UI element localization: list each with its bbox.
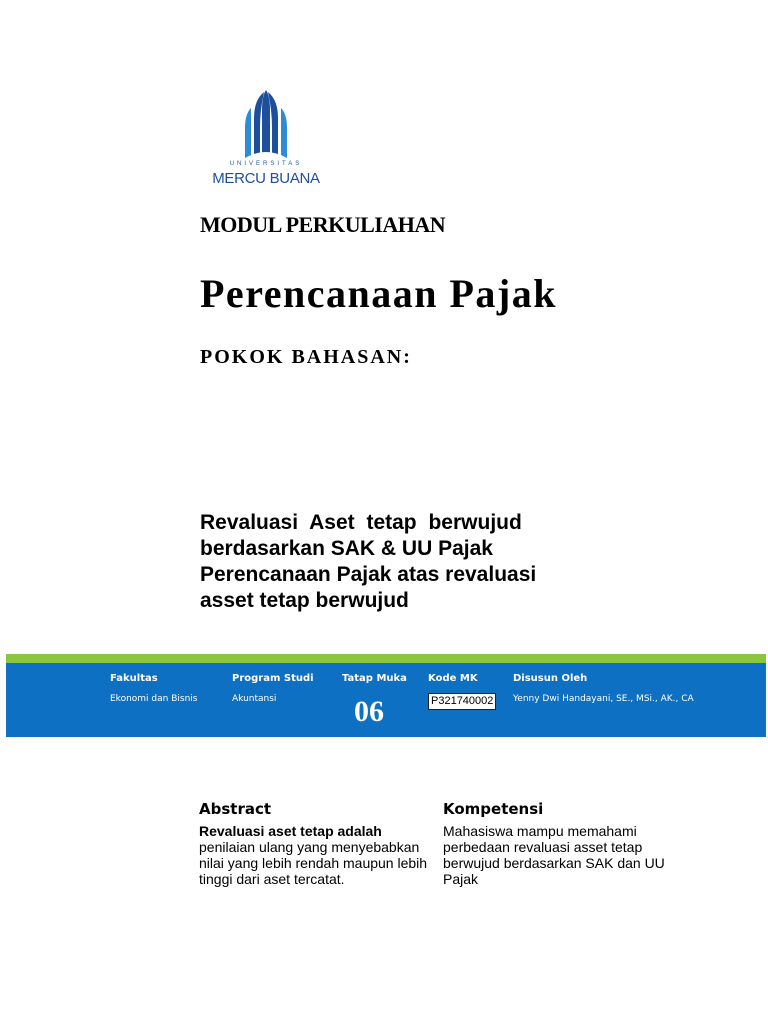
disusun-oleh-label: Disusun Oleh xyxy=(513,673,588,684)
abstract-heading: Abstract xyxy=(199,800,272,818)
abstract-lead: Revaluasi aset tetap adalah xyxy=(199,823,382,839)
fakultas-value: Ekonomi dan Bisnis xyxy=(110,694,198,704)
abstract-text xyxy=(199,823,429,887)
course-title: Perencanaan Pajak xyxy=(200,271,557,316)
topic-line: Revaluasi Aset tetap berwujud xyxy=(200,511,522,534)
topic-line: berdasarkan SAK & UU Pajak xyxy=(200,537,493,560)
prodi-value: Akuntansi xyxy=(232,694,277,704)
green-stripe xyxy=(6,654,766,663)
prodi-label: Program Studi xyxy=(232,673,314,684)
kompetensi-heading: Kompetensi xyxy=(443,800,544,818)
tatap-muka-value: 06 xyxy=(354,695,384,728)
fakultas-label: Fakultas xyxy=(110,673,158,684)
kompetensi-text: Mahasiswa mampu memahami perbedaan revaluasi asset tetap berwujud berdasarkan SAK dan UU Pajak xyxy=(443,823,665,887)
logo-university-name: MERCU BUANA xyxy=(212,170,320,187)
abstract-body: penilaian ulang yang menyebabkan nilai yang lebih rendah maupun lebih tinggi dari aset tercatat. xyxy=(199,839,428,887)
topic-block xyxy=(200,510,620,614)
tatap-muka-label: Tatap Muka xyxy=(342,673,407,684)
university-logo xyxy=(198,88,334,192)
mercu-buana-emblem-icon xyxy=(198,88,334,160)
topic-line: asset tetap berwujud xyxy=(200,589,409,612)
disusun-oleh-value: Yenny Dwi Handayani, SE., MSi., AK., CA xyxy=(513,694,694,704)
kode-mk-value: P321740002 xyxy=(428,693,496,710)
kode-mk-label: Kode MK xyxy=(428,673,478,684)
pokok-bahasan-label: POKOK BAHASAN: xyxy=(200,346,412,368)
modul-heading: MODUL PERKULIAHAN xyxy=(200,212,446,237)
course-info-band xyxy=(6,663,766,737)
topic-line: Perencanaan Pajak atas revaluasi xyxy=(200,563,537,586)
logo-university-small: UNIVERSITAS xyxy=(229,161,303,167)
